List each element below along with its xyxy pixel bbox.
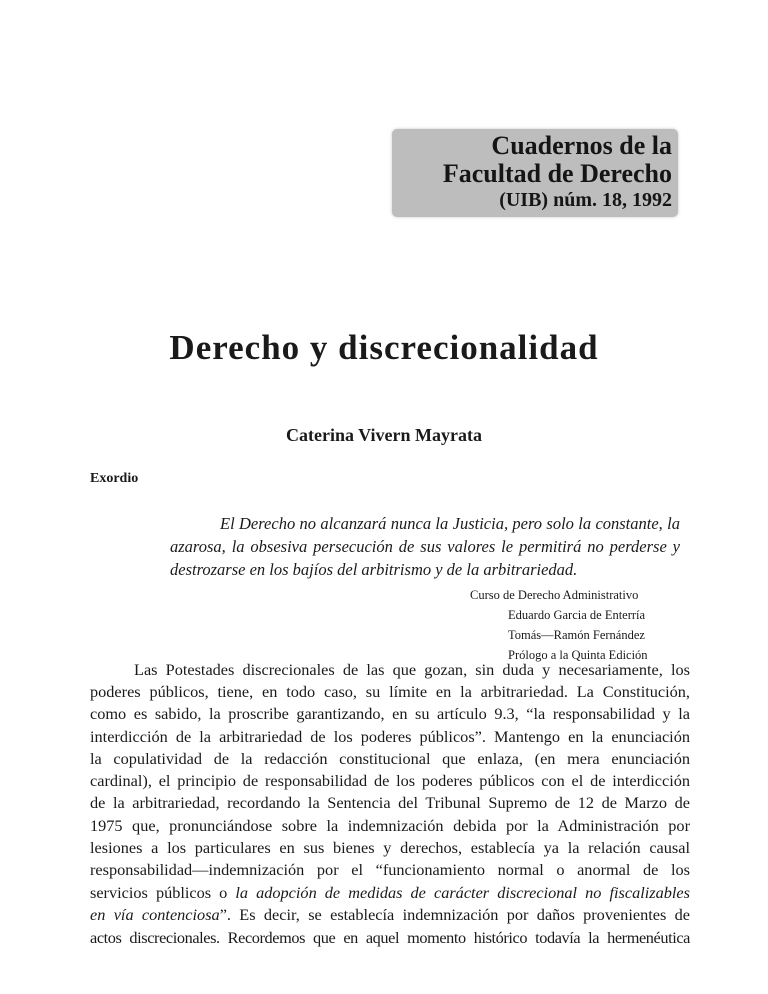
journal-header-box	[392, 129, 678, 217]
epigraph-attribution: Tomás—Ramón Fernández	[508, 628, 645, 642]
journal-name-line2: Facultad de Derecho	[442, 159, 672, 188]
epigraph-attribution: Curso de Derecho Administrativo	[470, 588, 639, 602]
epigraph-attribution: Eduardo Garcia de Enterría	[508, 608, 646, 622]
epigraph-attribution: Prólogo a la Quinta Edición	[508, 648, 648, 662]
body-line: lesiones a los particulares en sus bienes y derechos, establecía ya la relación causal	[90, 838, 690, 857]
journal-name-line1: Cuadernos de la	[491, 131, 672, 160]
epigraph-line: El Derecho no alcanzará nunca la Justicia, pero solo la constante, la	[220, 514, 680, 533]
body-line: actos discrecionales. Recordemos que en aquel momento histórico todavía la hermenéutica	[90, 928, 690, 947]
article-author: Caterina Vivern Mayrata	[286, 425, 482, 445]
body-line: responsabilidad—indemnización por el “funcionamiento normal o anormal de los	[90, 860, 690, 879]
article-title: Derecho y discrecionalidad	[169, 328, 599, 367]
journal-issue: (UIB) núm. 18, 1992	[499, 189, 672, 211]
body-line: de la arbitrariedad, recordando la Sentencia del Tribunal Supremo de 12 de Marzo de	[90, 793, 690, 812]
body-line: la copulatividad de la redacción constitucional que enlaza, (en mera enunciación	[90, 749, 690, 768]
body-line: Las Potestades discrecionales de las que gozan, sin duda y necesariamente, los	[134, 660, 690, 679]
body-line: cardinal), el principio de responsabilidad de los poderes públicos con el de interdicción	[90, 771, 690, 790]
body-line: interdicción de la arbitrariedad de los poderes públicos”. Mantengo en la enunciación	[90, 727, 690, 746]
body-line: como es sabido, la proscribe garantizando, en su artículo 9.3, “la responsabilidad y la	[90, 704, 690, 723]
body-text: servicios públicos o	[90, 883, 236, 902]
body-line: 1975 que, pronunciándose sobre la indemnización debida por la Administración por	[90, 816, 690, 835]
body-line	[90, 883, 690, 903]
body-line	[90, 905, 690, 925]
body-text: ”. Es decir, se establecía indemnización por daños provenientes de	[219, 905, 690, 924]
body-line: poderes públicos, tiene, en todo caso, su límite en la arbitrariedad. La Constitución,	[90, 682, 690, 701]
section-heading: Exordio	[90, 471, 139, 486]
body-italic-text: la adopción de medidas de carácter discrecional no fiscalizables	[235, 883, 690, 902]
epigraph-line: azarosa, la obsesiva persecución de sus valores le permitirá no perderse y	[170, 537, 680, 556]
body-italic-text: en vía contenciosa	[90, 905, 220, 924]
epigraph-line: destrozarse en los bajíos del arbitrismo y de la arbitrariedad.	[170, 560, 578, 579]
